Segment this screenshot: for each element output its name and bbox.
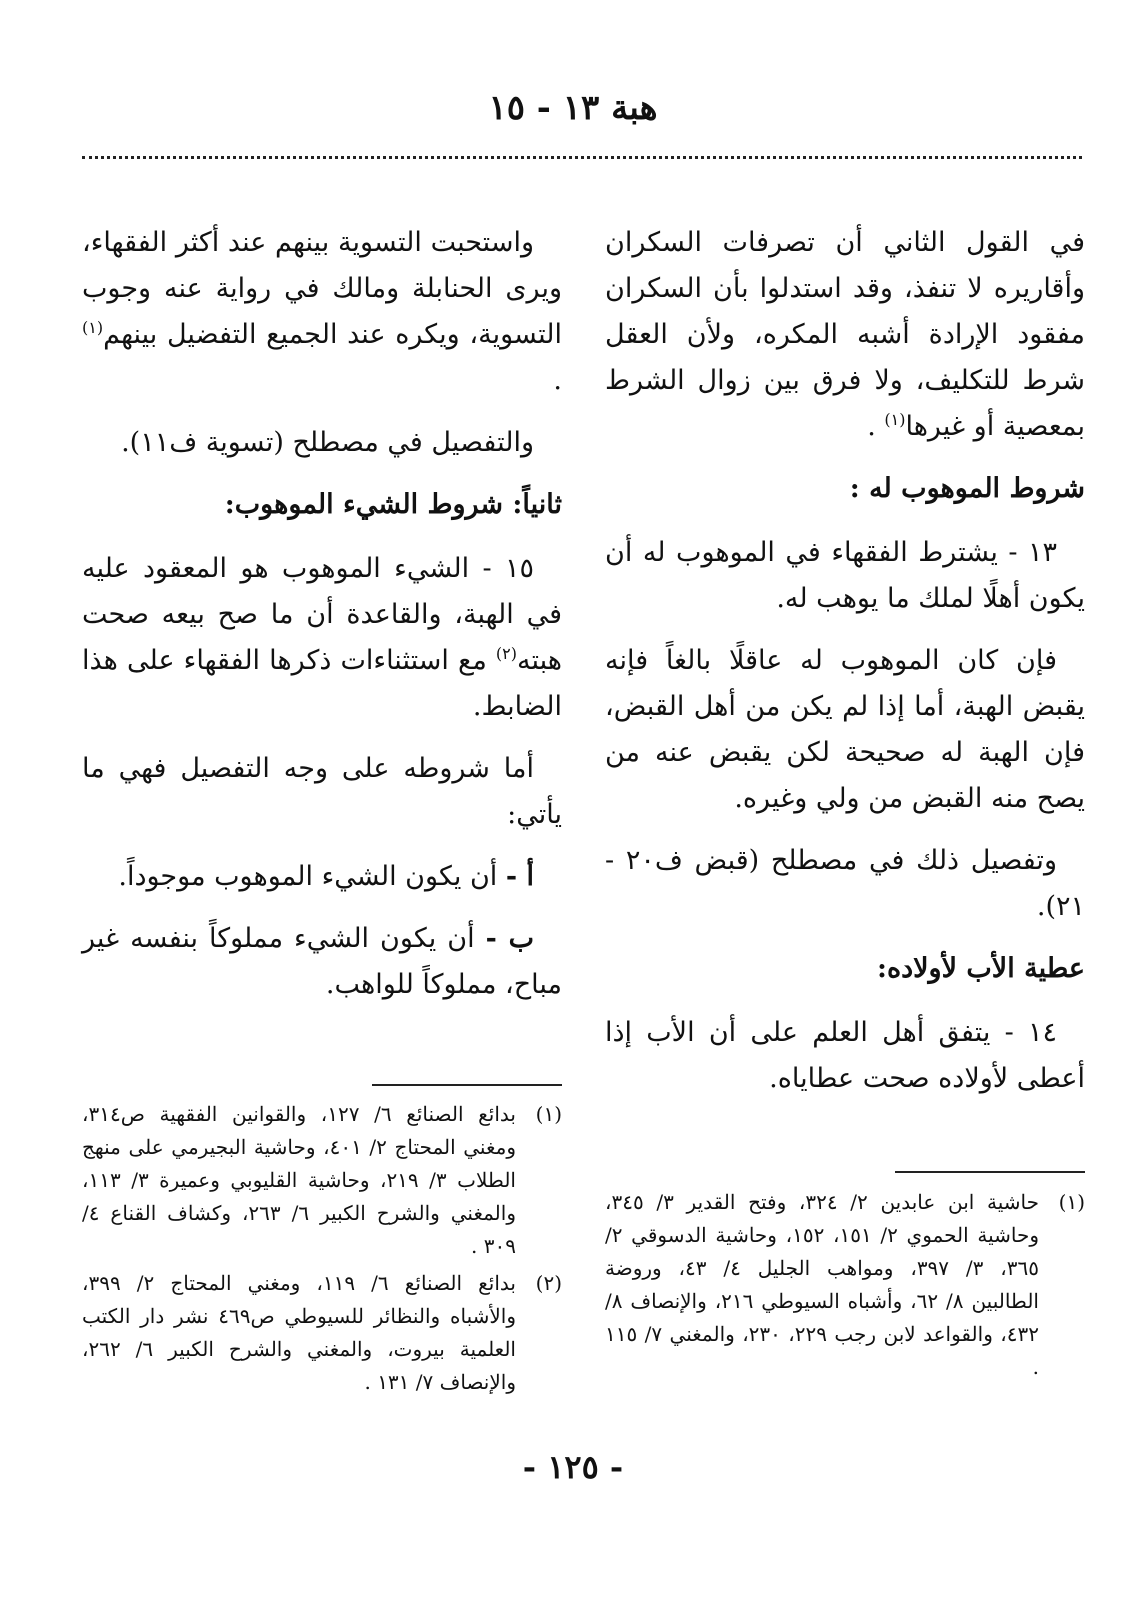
paragraph-conditions-intro: أما شروطه على وجه التفصيل فهي ما يأتي: [82, 753, 562, 830]
paragraph-15 [82, 546, 562, 730]
paragraph-14: ١٤ - يتفق أهل العلم على أن الأب إذا أعطى لأولاده صحت عطاياه. [605, 1017, 1085, 1094]
paragraph-equality [82, 220, 562, 404]
heading-father-gift: عطية الأب لأولاده: [877, 953, 1085, 984]
footnote-ref[interactable]: (١) [82, 318, 104, 337]
list-label: أ - [505, 861, 534, 892]
paragraph-text: مع استثناءات ذكرها الفقهاء على هذا الضابط. [82, 645, 562, 722]
list-text: أن يكون الشيء الموهوب موجوداً. [118, 861, 506, 892]
paragraph-text: واستحبت التسوية بينهم عند أكثر الفقهاء، ويرى الحنابلة ومالك في رواية عنه وجوب التسوية، ويكره عند الجميع التفضيل بينهم [82, 227, 562, 350]
paragraph-text: في القول الثاني أن تصرفات السكران وأقاريره لا تنفذ، وقد استدلوا بأن السكران مفقود الإرادة أشبه المكره، ولأن العقل شرط للتكليف، ولا فرق بين زوال الشرط بمعصية أو غيرها [605, 227, 1085, 442]
page-number: - ١٢٥ - [522, 1448, 624, 1486]
footnote-ref[interactable]: (١) [884, 410, 906, 429]
list-text: أن يكون الشيء مملوكاً بنفسه غير مباح، مملوكاً للواهب. [82, 923, 562, 1000]
paragraph-text: ١٥ - الشيء الموهوب هو المعقود عليه في الهبة، والقاعدة أن ما صح بيعه صحت هبته [82, 553, 562, 676]
footnote-ref[interactable]: (٢) [495, 644, 517, 663]
heading-recipient-conditions: شروط الموهوب له : [849, 473, 1085, 504]
footnote-text: بدائع الصنائع ٦/ ١٢٧، والقوانين الفقهية ص٣١٤، ومغني المحتاج ٢/ ٤٠١، وحاشية البجيرمي على منهج الطلاب ٣/ ٢١٩، وحاشية القليوبي وعميرة ٣/ ١١٣، والمغني والشرح الكبير ٦/ ٢٦٣، وكشاف القناع ٤/ ٣٠٩ . [82, 1102, 516, 1258]
footnote-number: (٢) [535, 1271, 562, 1295]
footnote-number: (١) [1058, 1190, 1085, 1214]
footnote-number: (١) [535, 1102, 562, 1126]
heading-gifted-item-conditions: ثانياً: شروط الشيء الموهوب: [224, 489, 562, 520]
footnote [82, 1098, 562, 1263]
paragraph-end: . [867, 411, 885, 442]
list-item-b [82, 916, 562, 1008]
paragraph-receipt: فإن كان الموهوب له عاقلًا بالغاً فإنه يقبض الهبة، أما إذا لم يكن من أهل القبض، فإن الهبة له صحيحة لكن يقبض عنه من يصح منه القبض من ولي وغيره. [605, 645, 1085, 814]
footnote-text: حاشية ابن عابدين ٢/ ٣٢٤، وفتح القدير ٣/ ٣٤٥، وحاشية الحموي ٢/ ١٥١، ١٥٢، وحاشية الدسوقي ٢/ ٣٦٥، ٣/ ٣٩٧، ومواهب الجليل ٤/ ٤٣، وروضة الطالبين ٨/ ٦٢، وأشباه السيوطي ٢١٦، والإنصاف ٨/ ٤٣٢، والقواعد لابن رجب ٢٢٩، ٢٣٠، والمغني ٧/ ١١٥ . [605, 1190, 1039, 1379]
footnote-text: بدائع الصنائع ٦/ ١١٩، ومغني المحتاج ٢/ ٣٩٩، والأشباه والنظائر للسيوطي ص٤٦٩ نشر دار الكتب العلمية بيروت، والمغني والشرح الكبير ٦/ ٢٦٢، والإنصاف ٧/ ١٣١ . [82, 1271, 516, 1394]
paragraph-end: . [553, 365, 562, 396]
list-item-a [82, 854, 562, 900]
paragraph-drunk-acts [605, 220, 1085, 450]
footnotes-left [82, 1098, 562, 1403]
paragraph-equality-reference: والتفصيل في مصطلح (تسوية ف١١). [121, 427, 534, 458]
footnotes-right [605, 1186, 1085, 1388]
paragraph-13: ١٣ - يشترط الفقهاء في الموهوب له أن يكون أهلًا لملك ما يوهب له. [605, 537, 1085, 614]
footnote-rule-right [895, 1171, 1085, 1173]
running-header: هبة ١٣ - ١٥ [488, 88, 658, 128]
footnote-rule-left [372, 1084, 562, 1086]
list-label: ب - [485, 923, 534, 954]
left-column [82, 220, 562, 1024]
footnote [605, 1186, 1085, 1384]
right-column [605, 220, 1085, 1118]
footnote [82, 1267, 562, 1399]
paragraph-receipt-reference: وتفصيل ذلك في مصطلح (قبض ف٢٠ - ٢١). [605, 845, 1085, 922]
header-dotted-rule [82, 156, 1082, 159]
